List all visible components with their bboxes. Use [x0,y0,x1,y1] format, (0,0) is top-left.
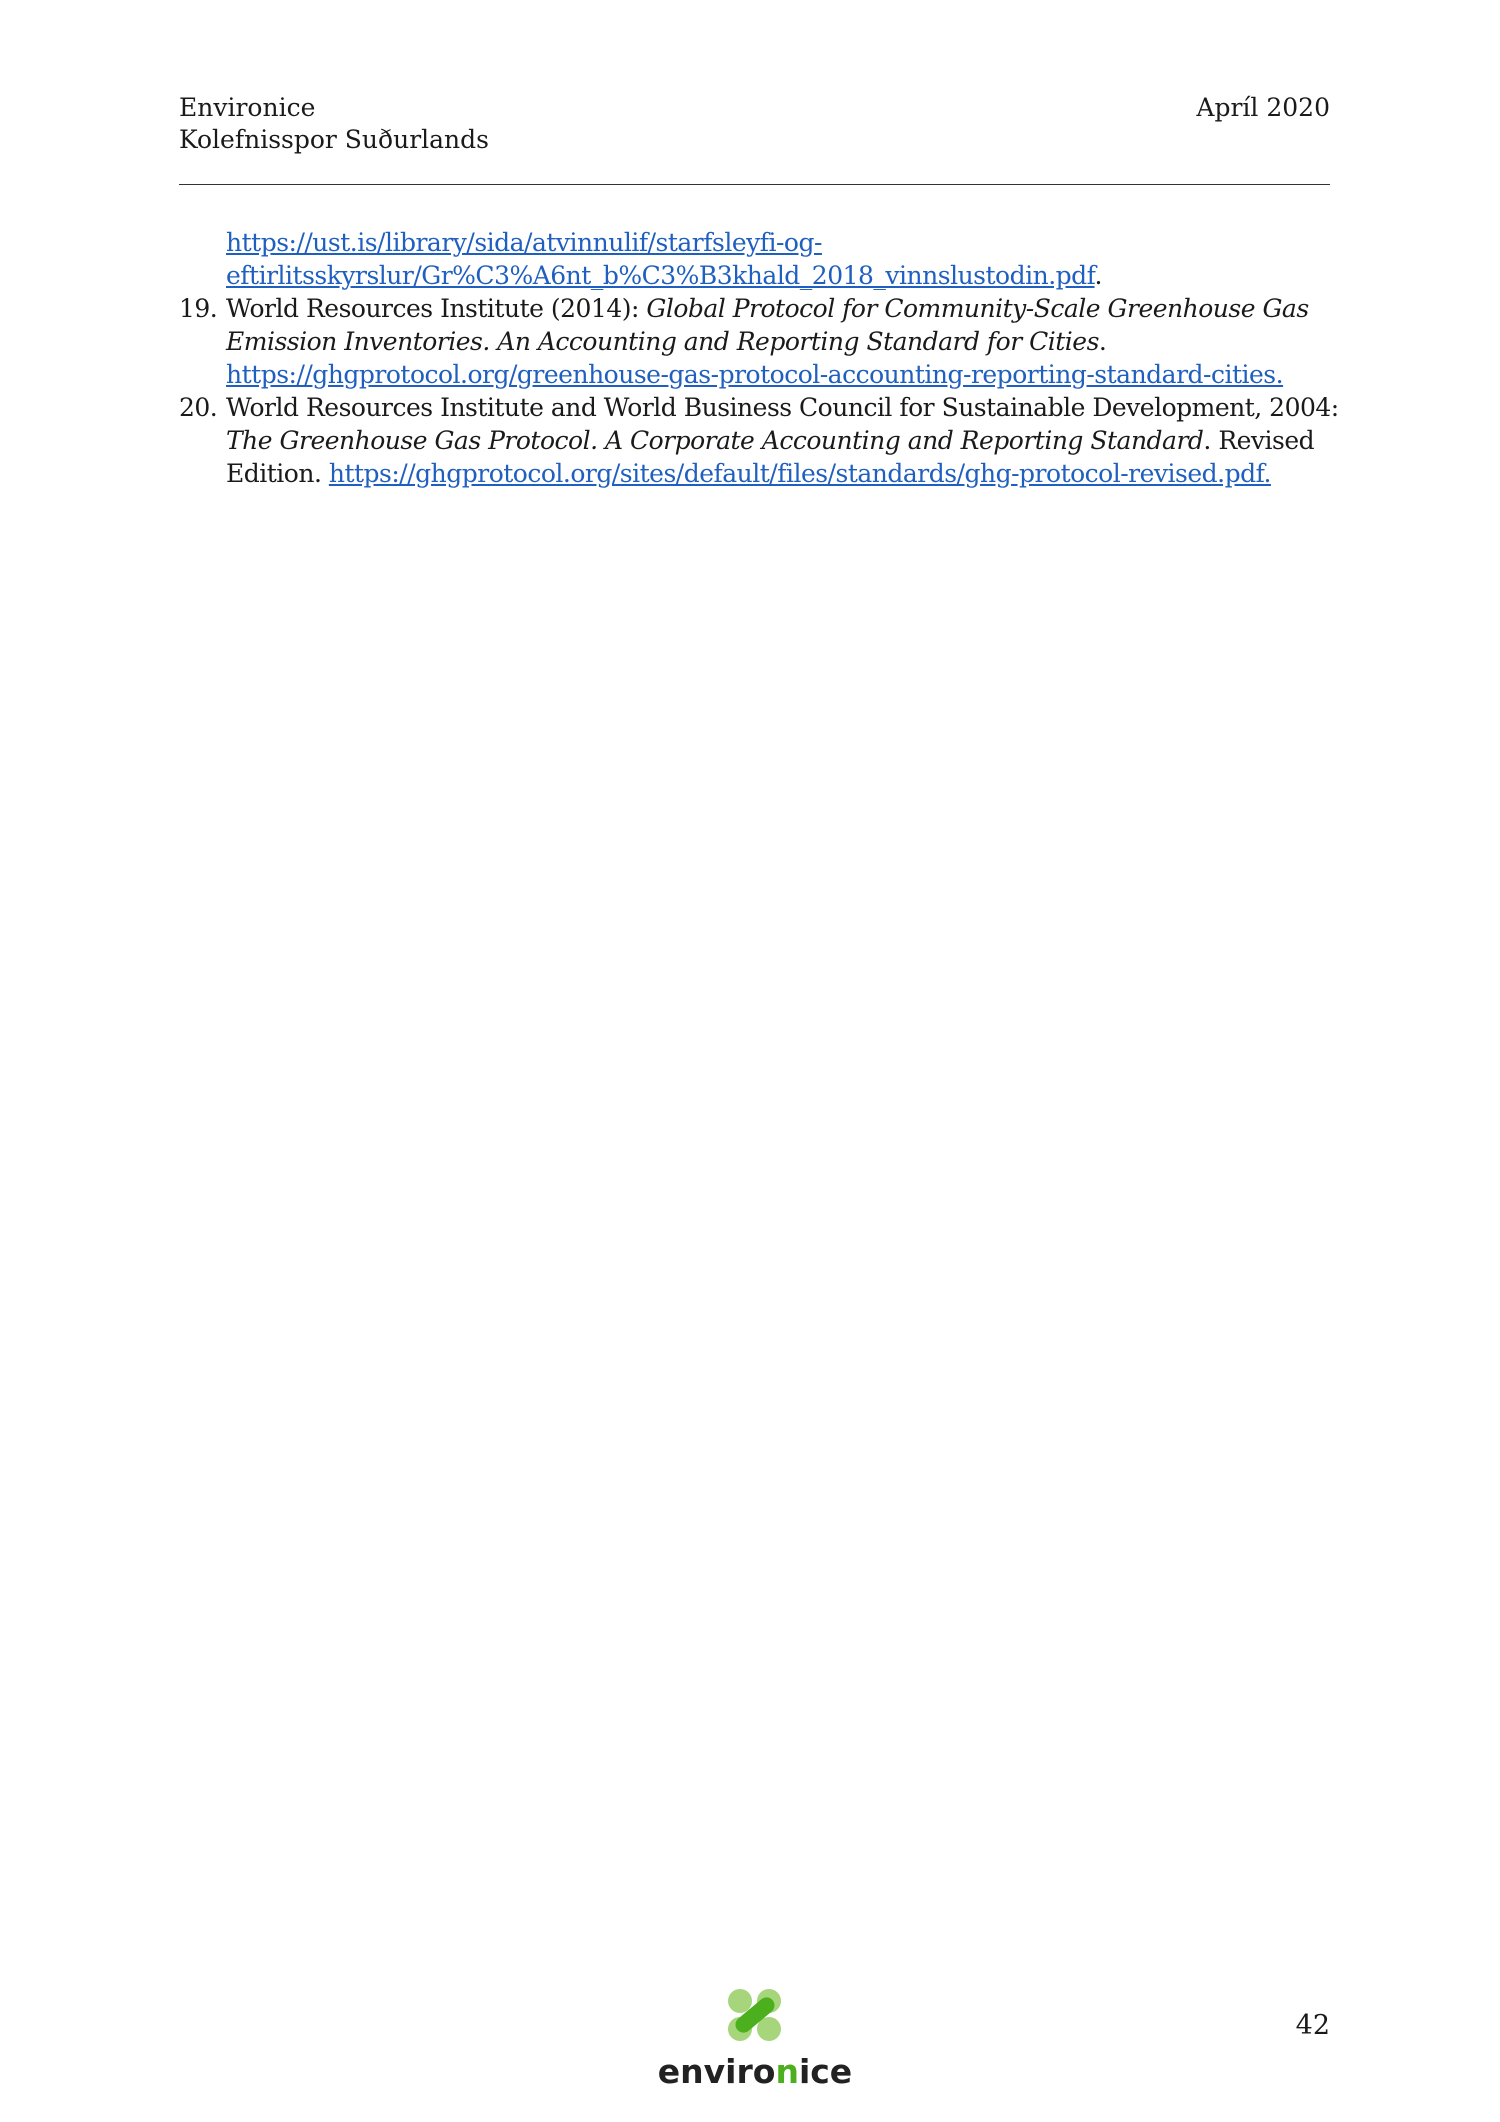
logo-text-a: enviro [657,2052,776,2091]
reference-20-number: 20. [179,393,218,422]
reference-line [226,358,1339,391]
reference-19-author: World Resources Institute (2014): [226,294,647,323]
svg-text:environice [658,2052,852,2091]
reference-20-link[interactable]: https://ghgprotocol.org/sites/default/files/standards/ghg-protocol-revised.pdf. [328,459,1271,488]
reference-18-link-part2[interactable]: eftirlitsskyrslur/Gr%C3%A6nt_b%C3%B3khald_2018_vinnslustodin.pdf [226,261,1095,290]
reference-line [226,259,1339,292]
reference-19-title-part2: Emission Inventories. An Accounting and Reporting Standard for Cities [226,327,1099,356]
header-divider [179,184,1330,185]
reference-line [226,226,1339,259]
logo-text-c: ice [798,2052,853,2091]
clover-icon [657,1985,853,2097]
reference-19-period: . [1098,327,1107,356]
reference-line [226,457,1339,490]
reference-line [226,292,1339,325]
reference-19-title-part1: Global Protocol for Community-Scale Greenhouse Gas [646,294,1309,323]
reference-19-link[interactable]: https://ghgprotocol.org/greenhouse-gas-protocol-accounting-reporting-standard-cities. [226,360,1284,389]
header-date: Apríl 2020 [1196,93,1330,122]
header-company: Environice [179,93,316,122]
reference-18-period: . [1094,261,1102,290]
logo-text-b: n [775,2052,799,2091]
reference-18-link-part1[interactable]: https://ust.is/library/sida/atvinnulif/starfsleyfi-og- [226,228,822,257]
reference-19 [179,292,1339,391]
header-report-title: Kolefnisspor Suðurlands [179,125,489,154]
reference-20-edition: Edition. [226,459,329,488]
reference-line [226,325,1339,358]
reference-20-author: World Resources Institute and World Business Council for Sustainable Development, 2004: [226,393,1339,422]
reference-20 [179,391,1339,490]
reference-19-number: 19. [179,294,218,323]
header-left [179,92,489,156]
reference-line [226,424,1339,457]
page-number: 42 [1295,2010,1330,2041]
environice-logo [657,1985,853,2097]
reference-20-title: The Greenhouse Gas Protocol. A Corporate Accounting and Reporting Standard [226,426,1204,455]
reference-line [226,391,1339,424]
reference-18-continuation [179,226,1339,292]
reference-list [179,226,1339,490]
reference-20-revised: . Revised [1203,426,1315,455]
